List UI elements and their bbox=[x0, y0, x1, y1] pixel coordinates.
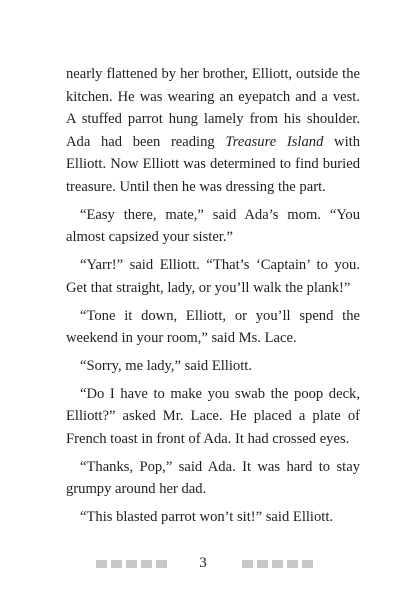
body-text bbox=[66, 63, 360, 534]
paragraph-1-text: nearly flattened by her brother, Elliott, outside the kitchen. He was wearing an eyepatch and a vest. A stuffed parrot hung lamely from his shoulder. Ada had been reading bbox=[66, 66, 360, 150]
footer-ornament-right bbox=[242, 560, 313, 568]
paragraph-4: “Tone it down, Elliott, or you’ll spend the weekend in your room,” said Ms. Lace. bbox=[66, 307, 360, 347]
paragraph-2: “Easy there, mate,” said Ada’s mom. “You almost capsized your sister.” bbox=[66, 206, 360, 246]
page-number: 3 bbox=[199, 555, 207, 571]
paragraph-5: “Sorry, me lady,” said Elliott. bbox=[80, 357, 252, 374]
paragraph-6: “Do I have to make you swab the poop deck, Elliott?” asked Mr. Lace. He placed a plate of French toast in front of Ada. It had crossed eyes. bbox=[66, 385, 360, 447]
paragraph-3: “Yarr!” said Elliott. “That’s ‘Captain’ to you. Get that straight, lady, or you’ll walk the plank!” bbox=[66, 257, 360, 296]
ornament-square bbox=[287, 560, 298, 568]
book-title-italic: Treasure Island bbox=[225, 133, 324, 150]
ornament-square bbox=[242, 560, 253, 568]
ornament-square bbox=[272, 560, 283, 568]
page-footer bbox=[0, 553, 406, 573]
paragraph-7: “Thanks, Pop,” said Ada. It was hard to stay grumpy around her dad. bbox=[66, 458, 360, 498]
ornament-square bbox=[302, 560, 313, 568]
ornament-square bbox=[257, 560, 268, 568]
paragraph-1-text-end: with Elliott. Now Elliott was determined to find buried treasure. Until then he was dressing the part. bbox=[66, 133, 360, 195]
paragraph-1 bbox=[66, 63, 360, 199]
paragraph-8: “This blasted parrot won’t sit!” said Elliott. bbox=[80, 509, 334, 525]
